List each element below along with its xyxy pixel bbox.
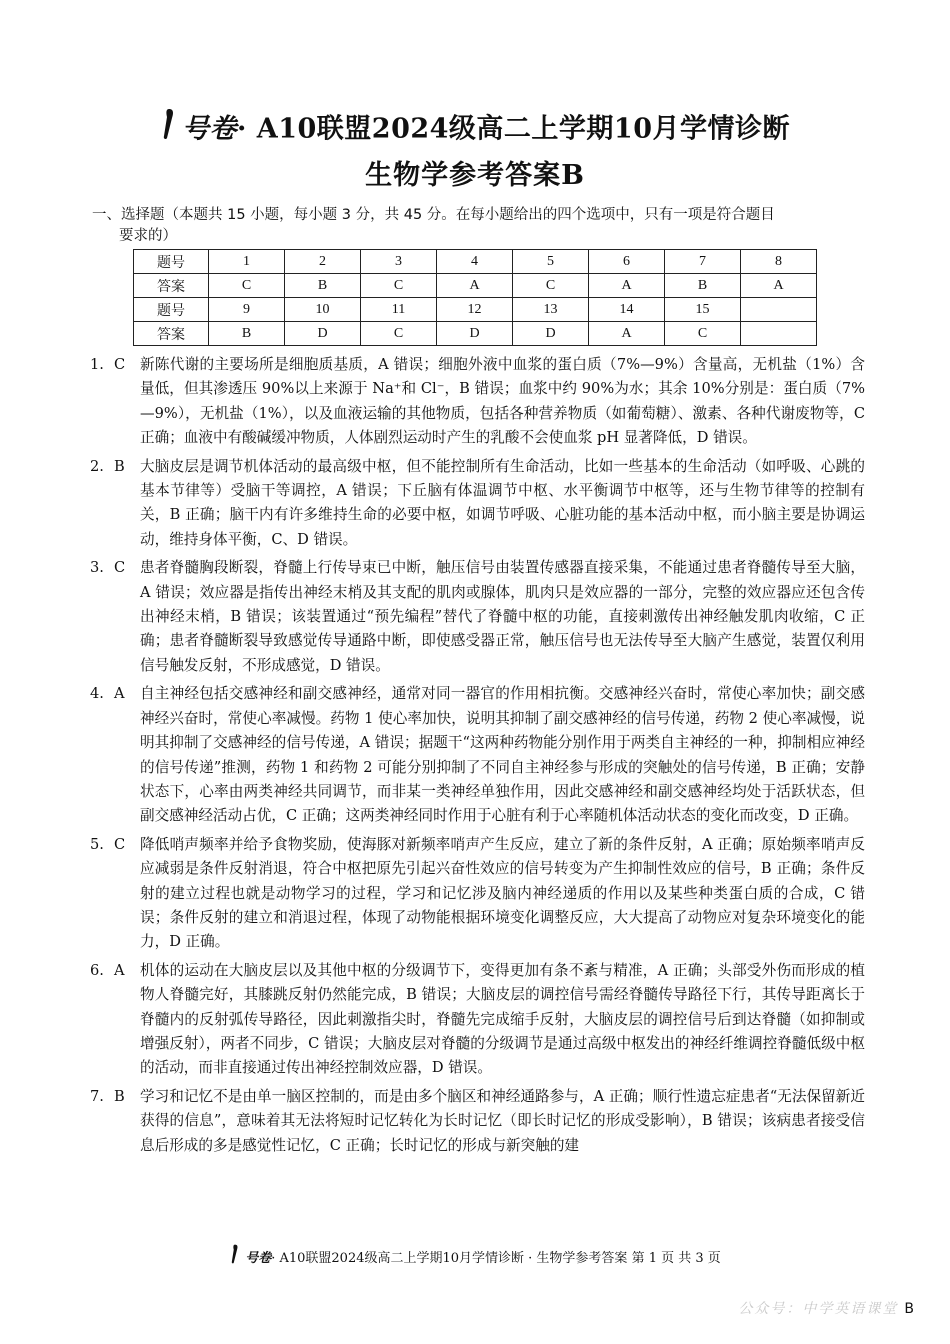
row-label: 题号 xyxy=(134,298,209,322)
section-heading-line1: 一、选择题（本题共 15 小题，每小题 3 分，共 45 分。在每小题给出的四个选项中，只有一项是符合题目 xyxy=(92,207,775,223)
table-cell: 8 xyxy=(741,250,817,274)
list-item xyxy=(90,682,865,828)
table-cell: 1 xyxy=(209,250,285,274)
table-cell: B xyxy=(665,274,741,298)
table-cell: B xyxy=(285,274,361,298)
table-cell: 14 xyxy=(589,298,665,322)
table-row xyxy=(134,274,817,298)
page-title xyxy=(0,108,950,152)
row-label: 答案 xyxy=(134,274,209,298)
table-cell: B xyxy=(209,322,285,346)
item-number: 4. xyxy=(90,685,104,703)
item-answer: C xyxy=(114,835,126,853)
table-cell: C xyxy=(209,274,285,298)
table-cell: D xyxy=(437,322,513,346)
list-item xyxy=(90,556,865,678)
brand-logo-text: 号卷 xyxy=(181,113,237,145)
table-cell: 4 xyxy=(437,250,513,274)
item-number: 5. xyxy=(90,835,104,853)
watermark xyxy=(738,1298,916,1318)
answer-table xyxy=(133,249,817,346)
footer-logo-text: 号卷 xyxy=(245,1251,272,1266)
table-cell: 3 xyxy=(361,250,437,274)
table-cell: C xyxy=(513,274,589,298)
brush-mark-icon xyxy=(160,108,178,140)
brush-mark-icon xyxy=(229,1244,241,1264)
list-item xyxy=(90,455,865,553)
item-text: 学习和记忆不是由单一脑区控制的，而是由多个脑区和神经通路参与，A 正确；顺行性遗忘症患者“无法保留新近获得的信息”，意味着其无法将短时记忆转化为长时记忆（即长时记忆的形成受影响），B 错误；该病患者接受信息后形成的多是感觉性记忆，C 正确；长时记忆的形成与新突触的建 xyxy=(140,1087,865,1154)
item-text: 机体的运动在大脑皮层以及其他中枢的分级调节下，变得更加有条不紊与精准，A 正确；头部受外伤而形成的植物人脊髓完好，其膝跳反射仍然能完成，B 错误；大脑皮层的调控信号需经脊髓传导路径下行，其传导距离长于脊髓内的反射弧传导路径，因此刺激指尖时，脊髓先完成缩手反射，大脑皮层的调控信号后到达脊髓（如抑制或增强反射），两者不同步，C 错误；大脑皮层对脊髓的分级调节是通过高级中枢发出的神经纤维调控脊髓低级中枢的活动，而非直接通过传出神经控制效应器，D 错误。 xyxy=(140,961,865,1077)
item-answer: C xyxy=(114,559,126,577)
watermark-letter: B xyxy=(904,1301,916,1317)
title-text: · A10联盟2024级高二上学期10月学情诊断 xyxy=(236,113,791,145)
item-text: 患者脊髓胸段断裂，脊髓上行传导束已中断，触压信号由装置传感器直接采集，不能通过患者脊髓传导至大脑，A 错误；效应器是指传出神经末梢及其支配的肌肉或腺体，肌肉只是效应器的一部分，完整的效应器应还包含传出神经末梢，B 错误；该装置通过“预先编程”替代了脊髓中枢的功能，直接刺激传出神经触发肌肉收缩，C 正确；患者脊髓断裂导致感觉传导通路中断，即使感受器正常，触压信号也无法传导至大脑产生感觉，装置仅利用信号触发反射，不形成感觉，D 错误。 xyxy=(140,559,865,674)
item-text: 大脑皮层是调节机体活动的最高级中枢，但不能控制所有生命活动，比如一些基本的生命活动（如呼吸、心跳的基本节律等）受脑干等调控，A 错误；下丘脑有体温调节中枢、水平衡调节中枢等，还与生物节律等的控制有关，B 正确；脑干内有许多维持生命的必要中枢，如调节呼吸、心脏功能的基本活动中枢，而小脑主要是协调运动，维持身体平衡，C、D 错误。 xyxy=(140,457,865,548)
list-item xyxy=(90,1085,865,1158)
table-row xyxy=(134,250,817,274)
table-cell: A xyxy=(589,322,665,346)
table-cell: C xyxy=(665,322,741,346)
table-cell: D xyxy=(513,322,589,346)
brand-logo xyxy=(160,108,178,152)
table-cell: 5 xyxy=(513,250,589,274)
table-cell: A xyxy=(437,274,513,298)
item-number: 2. xyxy=(90,457,104,475)
item-answer: B xyxy=(114,457,125,475)
table-cell xyxy=(741,298,817,322)
section-heading xyxy=(92,205,872,247)
table-row xyxy=(134,298,817,322)
table-cell: 15 xyxy=(665,298,741,322)
list-item xyxy=(90,353,865,451)
footer-logo xyxy=(229,1244,241,1273)
table-cell: 12 xyxy=(437,298,513,322)
item-text: 降低哨声频率并给予食物奖励，使海豚对新频率哨声产生反应，建立了新的条件反射，A 正确；原始频率哨声反应减弱是条件反射消退，符合中枢把原先引起兴奋性效应的信号转变为产生抑制性效应的信号，B 正确；条件反射的建立过程也就是动物学习的过程，学习和记忆涉及脑内神经递质的作用以及某些种类蛋白质的合成，C 错误；条件反射的建立和消退过程，体现了动物能根据环境变化调整反应，大大提高了动物应对复杂环境变化的能力，D 正确。 xyxy=(140,835,865,951)
list-item xyxy=(90,959,865,1081)
table-cell: 6 xyxy=(589,250,665,274)
item-text: 自主神经包括交感神经和副交感神经，通常对同一器官的作用相抗衡。交感神经兴奋时，常使心率加快；副交感神经兴奋时，常使心率减慢。药物 1 使心率加快，说明其抑制了副交感神经的信号传递，药物 2 使心率减慢，说明其抑制了交感神经的信号传递，A 错误；据题干“这两种药物能分别作用于两类自主神经的一种，抑制相应神经的信号传递”推测，药物 1 和药物 2 可能分别抑制了不同自主神经参与形成的突触处的信号传递，B 正确；安静状态下，心率由两类神经共同调节，而非某一类神经单独作用，因此交感神经和副交感神经均处于活跃状态，但副交感神经活动占优，C 正确；这两类神经同时作用于心脏有利于心率随机体活动状态的变化而改变，D 正确。 xyxy=(140,685,865,825)
title-block xyxy=(0,108,950,196)
item-number: 3. xyxy=(90,559,104,577)
table-cell: D xyxy=(285,322,361,346)
table-cell: 7 xyxy=(665,250,741,274)
footer-text: · A10联盟2024级高二上学期10月学情诊断 · 生物学参考答案 第 1 页 共 3 页 xyxy=(271,1251,721,1266)
table-cell: C xyxy=(361,274,437,298)
item-number: 7. xyxy=(90,1087,104,1105)
item-number: 6. xyxy=(90,961,104,979)
watermark-text: 公众号：中学英语课堂 xyxy=(738,1301,899,1317)
item-answer: B xyxy=(114,1087,125,1105)
list-item xyxy=(90,833,865,955)
row-label: 答案 xyxy=(134,322,209,346)
item-text: 新陈代谢的主要场所是细胞质基质，A 错误；细胞外液中血浆的蛋白质（7%—9%）含量高，无机盐（1%）含量低，但其渗透压 90%以上来源于 Na⁺和 Cl⁻，B 错误；血浆中约 90%为水；其余 10%分别是：蛋白质（7%—9%），无机盐（1%），以及血液运输的其他物质，包括各种营养物质（如葡萄糖）、激素、各种代谢废物等，C 正确；血液中有酸碱缓冲物质，人体剧烈运动时产生的乳酸不会使血浆 pH 显著降低，D 错误。 xyxy=(140,356,865,447)
table-row xyxy=(134,322,817,346)
table-cell xyxy=(741,322,817,346)
table-cell: 10 xyxy=(285,298,361,322)
item-answer: A xyxy=(114,685,125,703)
table-cell: 11 xyxy=(361,298,437,322)
table-cell: A xyxy=(589,274,665,298)
item-number: 1. xyxy=(90,356,104,373)
row-label: 题号 xyxy=(134,250,209,274)
explanations-list xyxy=(90,353,865,1162)
table-cell: 9 xyxy=(209,298,285,322)
table-cell: A xyxy=(741,274,817,298)
item-answer: A xyxy=(114,961,125,979)
table-cell: 13 xyxy=(513,298,589,322)
item-answer: C xyxy=(114,356,126,373)
page-subtitle: 生物学参考答案B xyxy=(365,160,585,191)
table-cell: C xyxy=(361,322,437,346)
section-heading-line2: 要求的） xyxy=(119,228,177,244)
table-cell: 2 xyxy=(285,250,361,274)
page-footer xyxy=(0,1244,950,1273)
